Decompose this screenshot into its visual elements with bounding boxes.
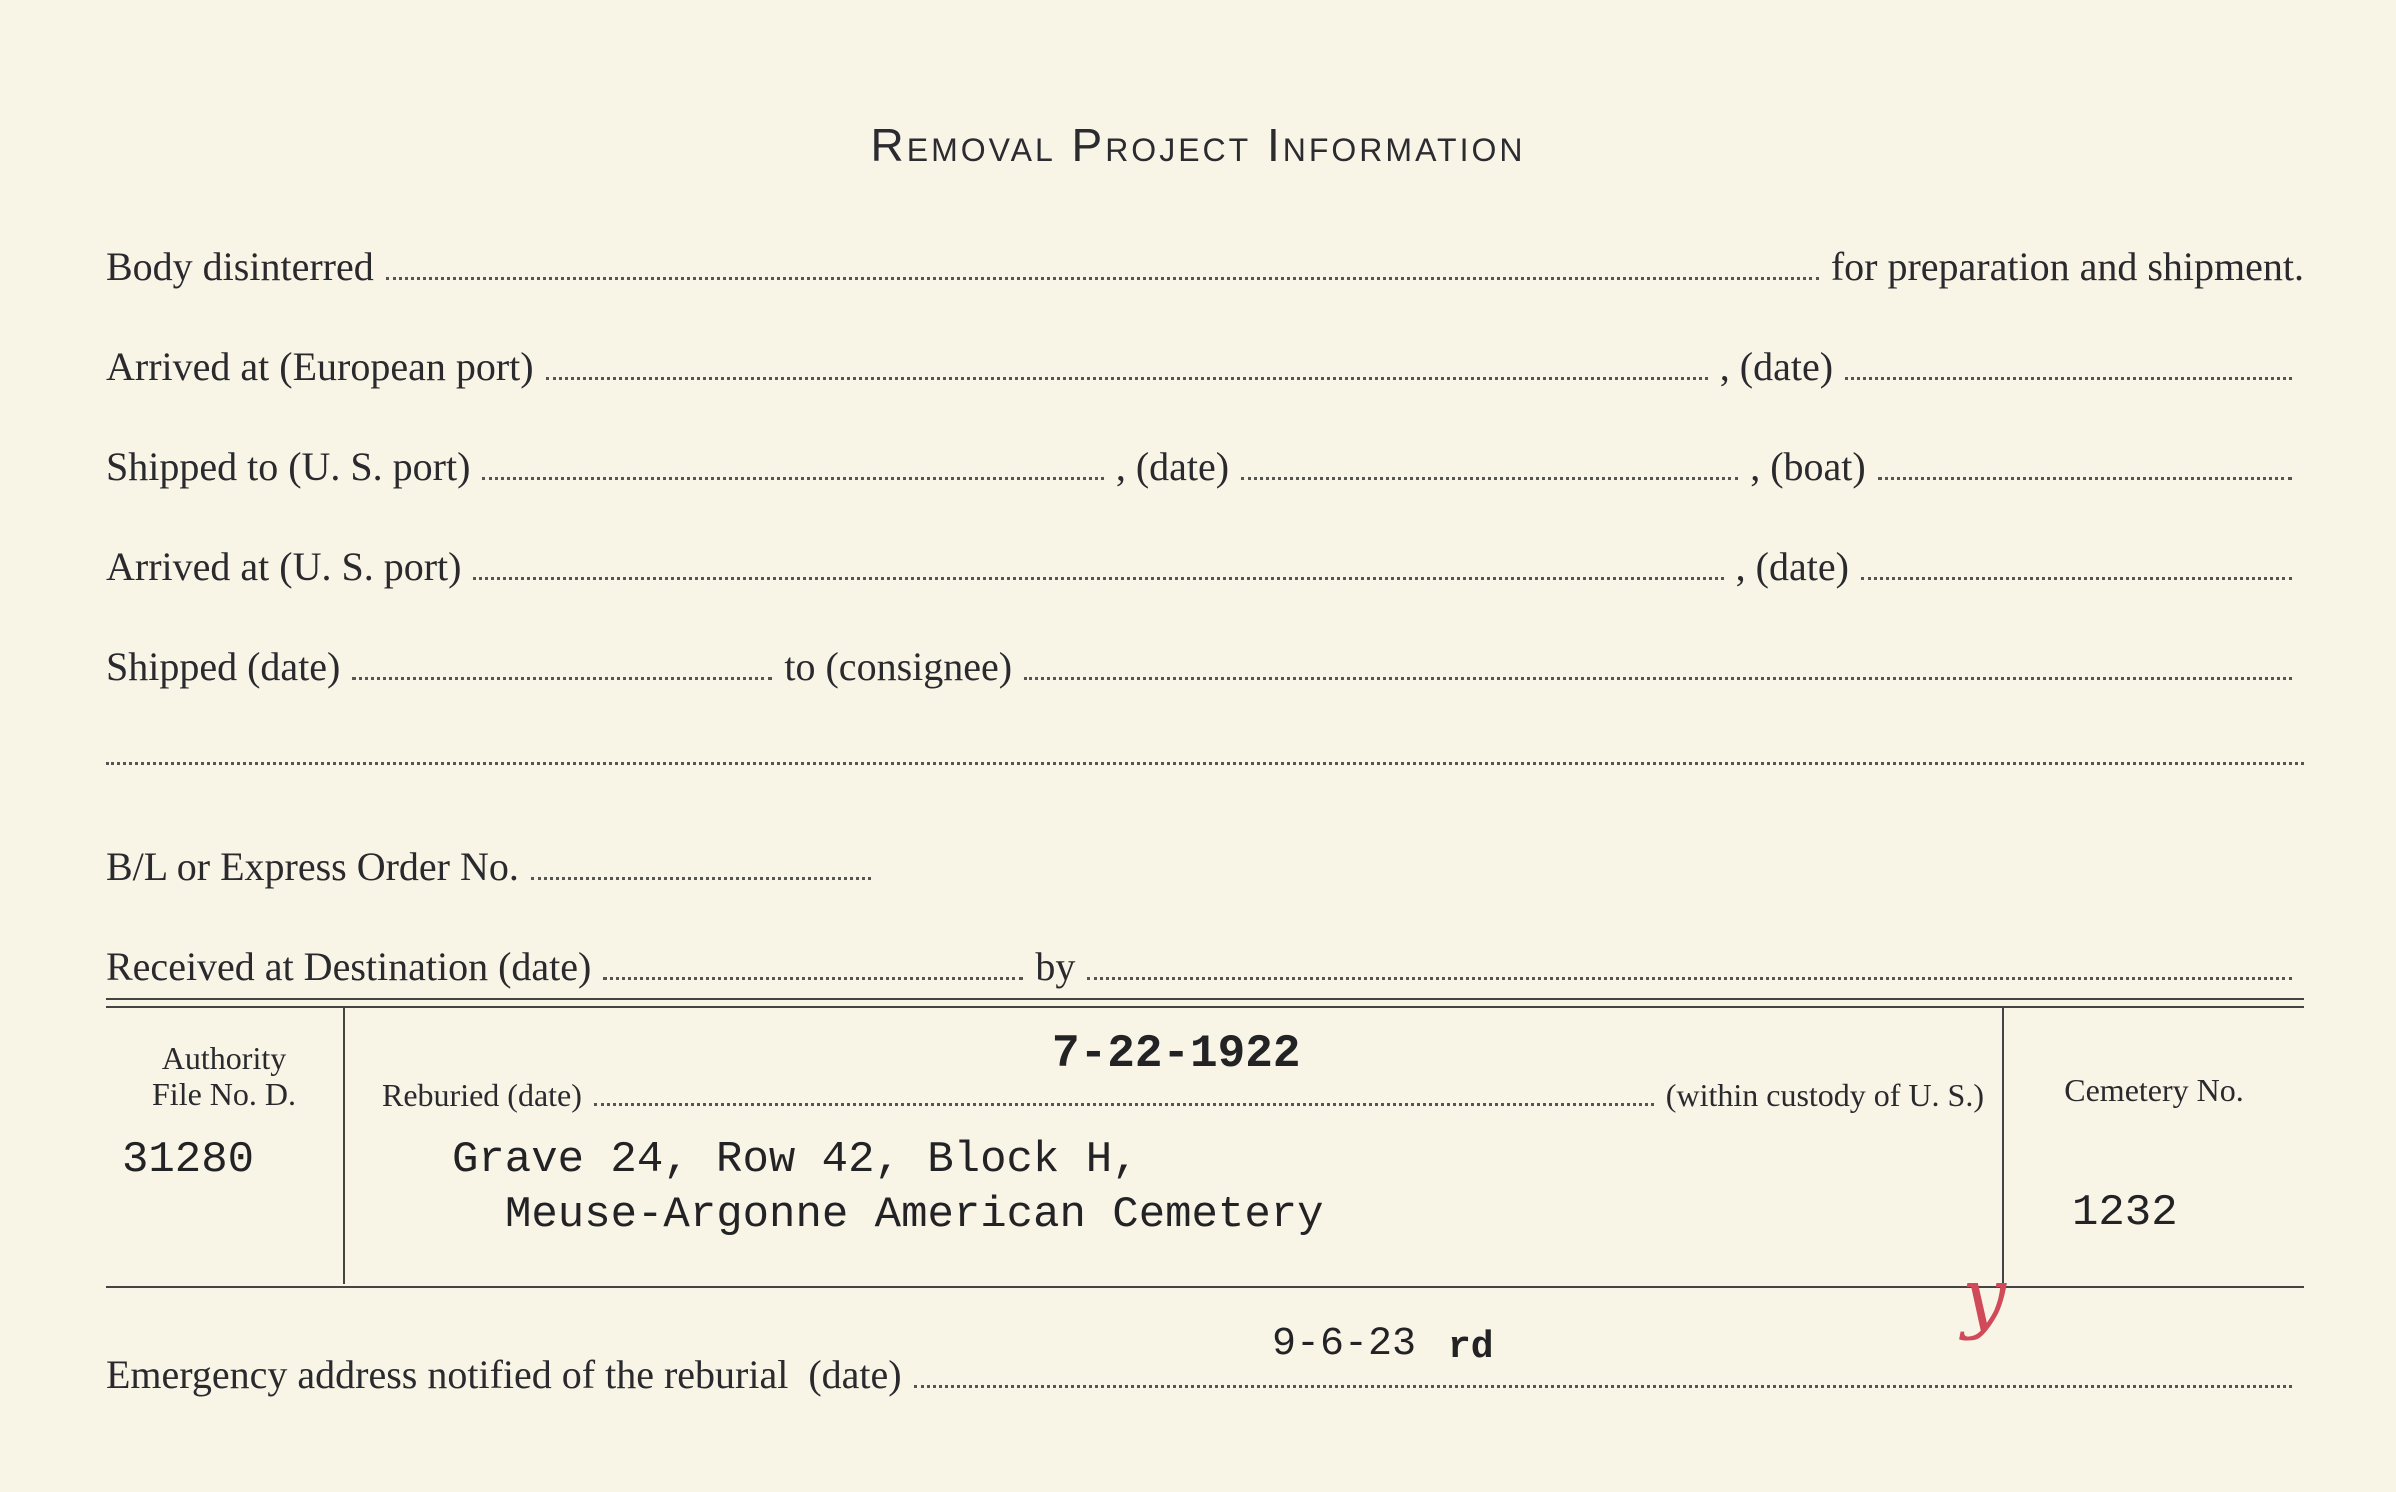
grave-location-line-2: Meuse-Argonne American Cemetery (505, 1190, 1324, 1240)
shipped-date-label: Shipped (date) (106, 644, 341, 689)
shipped-date-field (352, 677, 772, 680)
shipped-us-boat-label: , (boat) (1750, 444, 1866, 489)
shipped-us-port-field (482, 477, 1103, 480)
received-date-field (603, 977, 1023, 980)
row-bl-order (106, 832, 2304, 892)
red-pencil-mark: y (1962, 1252, 2007, 1342)
cemetery-number-value: 1232 (2072, 1188, 2178, 1238)
arrived-eu-label: Arrived at (European port) (106, 344, 534, 389)
cemetery-number-label: Cemetery No. (2064, 1072, 2244, 1108)
reburied-date-value: 7-22-1922 (1052, 1028, 1301, 1080)
arrived-us-label: Arrived at (U. S. port) (106, 544, 462, 589)
arrived-us-port-field (473, 577, 1723, 580)
emergency-date-value: 9-6-23 (1272, 1322, 1417, 1367)
arrived-us-date-field (1861, 577, 2292, 580)
shipped-us-boat-field (1878, 477, 2292, 480)
box-divider-left (343, 1008, 345, 1284)
row-received-destination (106, 932, 2304, 992)
shipped-us-date-field (1241, 477, 1738, 480)
received-by-label: by (1035, 944, 1076, 989)
row-arrived-us-port (106, 532, 2304, 592)
grave-location-line-1: Grave 24, Row 42, Block H, (452, 1135, 1139, 1185)
bl-label: B/L or Express Order No. (106, 844, 519, 889)
row-reburied (382, 1070, 1984, 1116)
disinterred-label: Body disinterred (106, 244, 374, 289)
authority-label (106, 1040, 342, 1112)
arrived-eu-date-field (1845, 377, 2292, 380)
card-title: Removal Project Information (870, 119, 1526, 171)
box-top-rule-2 (106, 1006, 2304, 1008)
emergency-date-field (914, 1385, 2292, 1388)
disinterred-field (386, 277, 1819, 280)
row-shipped-date (106, 632, 2304, 692)
authority-label-line-2: File No. D. (152, 1076, 296, 1112)
authority-label-line-1: Authority (161, 1040, 287, 1076)
received-by-field (1087, 977, 2292, 980)
custody-label: (within custody of U. S.) (1665, 1077, 1984, 1113)
arrived-eu-port-field (546, 377, 1708, 380)
row-arrived-european-port (106, 332, 2304, 392)
received-label: Received at Destination (date) (106, 944, 592, 989)
emergency-initials: rd (1448, 1326, 1494, 1369)
shipped-us-label: Shipped to (U. S. port) (106, 444, 471, 489)
disinterred-suffix: for preparation and shipment. (1830, 244, 2304, 289)
box-divider-right (2002, 1008, 2004, 1284)
reburied-label: Reburied (date) (382, 1077, 582, 1113)
row-shipped-us-port (106, 432, 2304, 492)
consignee-label: to (consignee) (784, 644, 1013, 689)
emergency-label: Emergency address notified of the reburial (date) (106, 1352, 902, 1397)
authority-file-number: 31280 (122, 1135, 255, 1185)
box-top-rule-1 (106, 998, 2304, 1000)
reburied-date-field (594, 1103, 1654, 1106)
shipped-us-date-label: , (date) (1115, 444, 1230, 489)
bl-field (531, 877, 871, 880)
row-emergency (106, 1340, 2304, 1400)
arrived-eu-date-label: , (date) (1719, 344, 1834, 389)
arrived-us-date-label: , (date) (1735, 544, 1849, 589)
row-disinterred (106, 232, 2304, 292)
consignee-field (1024, 677, 2292, 680)
consignee-continuation-line (106, 762, 2304, 765)
